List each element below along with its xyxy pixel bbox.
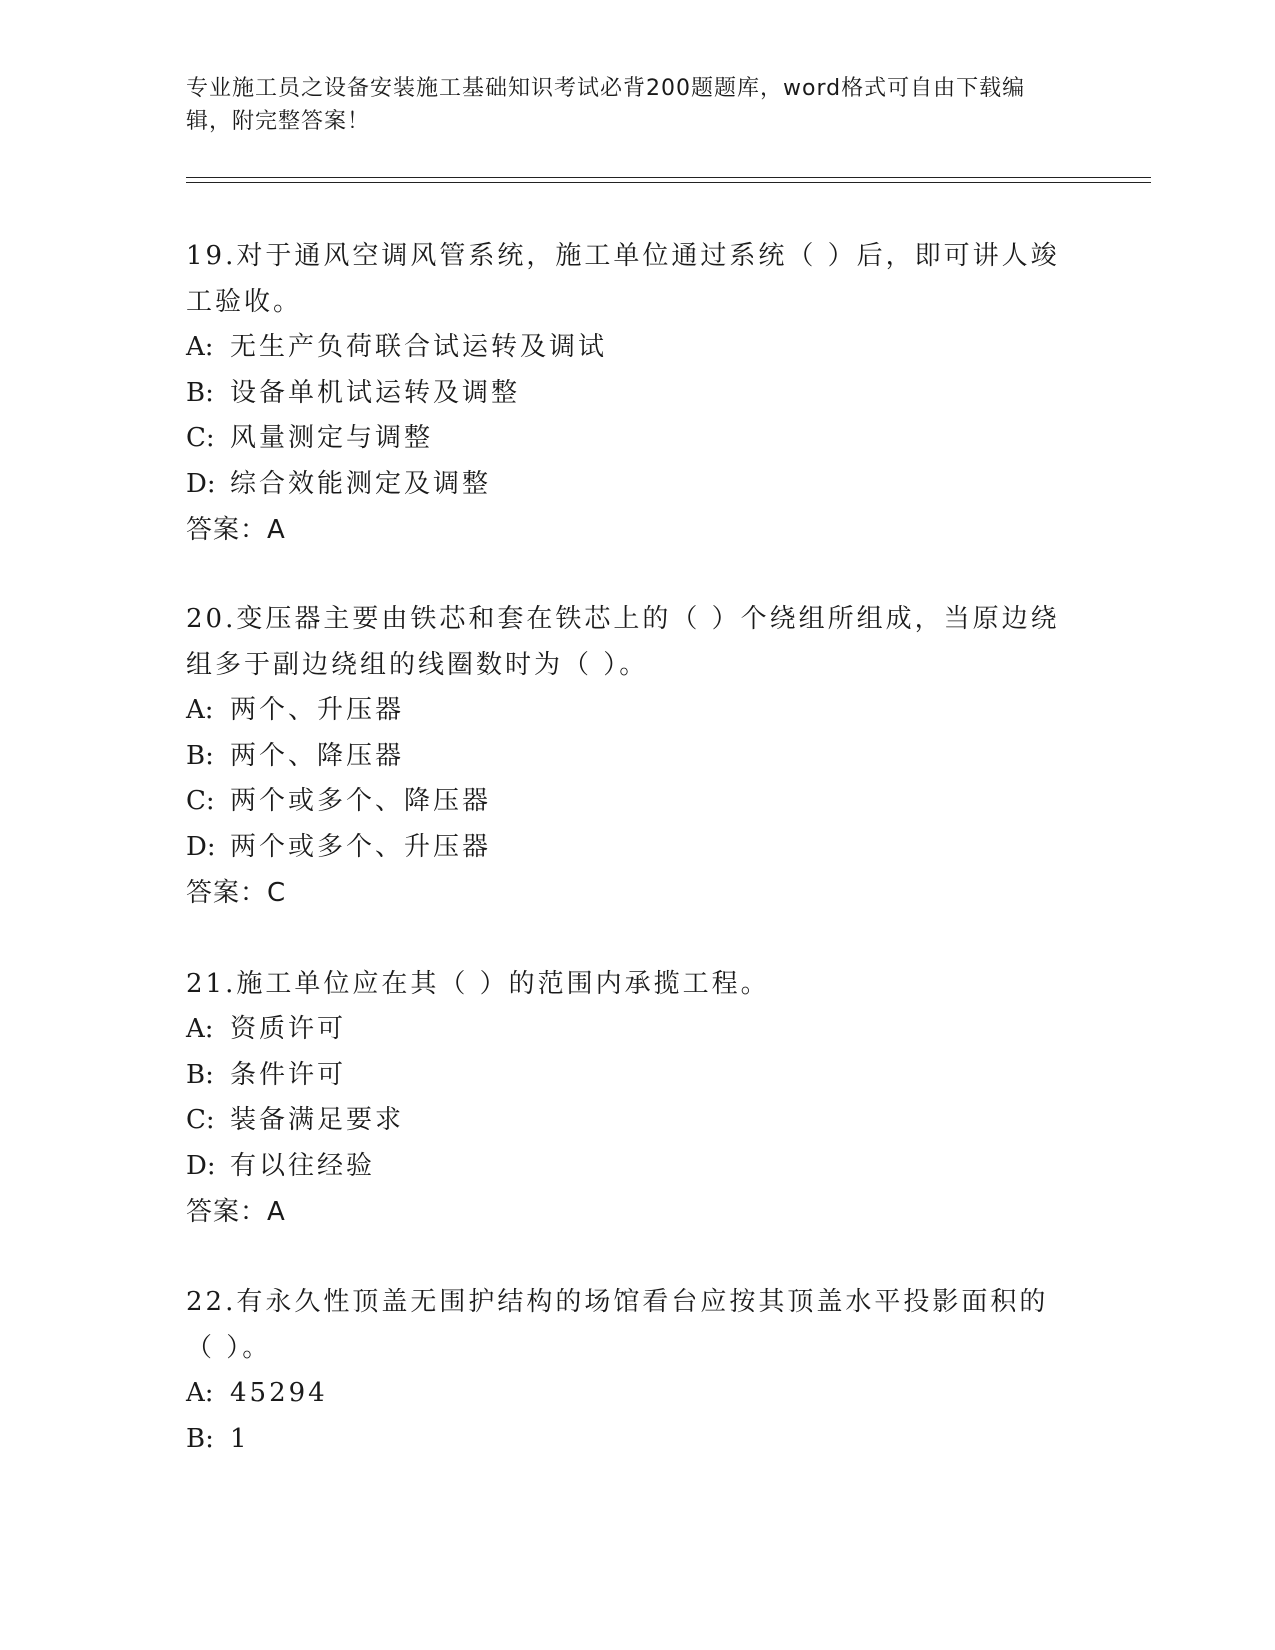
option-b [186, 1053, 1066, 1099]
option-c [186, 416, 1066, 462]
option-letter: B: [186, 1059, 214, 1090]
answer-line: 答案：C [186, 878, 287, 908]
option-d [186, 1144, 1066, 1190]
option-text: 风量测定与调整 [230, 423, 434, 453]
option-letter: A: [186, 695, 214, 725]
document-header: 专业施工员之设备安装施工基础知识考试必背200题题库，word格式可自由下载编辑，附完整答案！ [186, 76, 1026, 134]
option-b [186, 1417, 1066, 1463]
answer-line: 答案：A [186, 1197, 286, 1227]
answer-line: 答案：A [186, 515, 286, 545]
option-text: 两个、升压器 [230, 695, 405, 725]
option-a [186, 1007, 1066, 1053]
option-a [186, 325, 1066, 371]
option-c [186, 779, 1066, 825]
option-letter: A: [186, 332, 214, 362]
option-letter: C: [186, 1105, 215, 1135]
option-c [186, 1098, 1066, 1144]
question-19 [186, 233, 1066, 553]
option-text: 两个或多个、降压器 [230, 786, 492, 816]
question-22 [186, 1279, 1066, 1462]
option-text: 无生产负荷联合试运转及调试 [230, 332, 608, 362]
option-text: 设备单机试运转及调整 [230, 377, 521, 408]
option-d [186, 825, 1066, 871]
option-text: 1 [230, 1423, 250, 1454]
question-stem: 22.有永久性顶盖无围护结构的场馆看台应按其顶盖水平投影面积的（ ）。 [186, 1287, 1049, 1363]
option-text: 综合效能测定及调整 [230, 468, 492, 499]
option-text: 45294 [230, 1378, 328, 1408]
option-letter: B: [186, 377, 214, 408]
question-stem: 21.施工单位应在其（ ）的范围内承揽工程。 [186, 969, 770, 999]
option-text: 有以往经验 [230, 1150, 376, 1181]
option-a [186, 688, 1066, 734]
option-letter: B: [186, 1423, 214, 1454]
option-d [186, 462, 1066, 508]
header-divider-bottom [186, 182, 1151, 183]
option-text: 装备满足要求 [230, 1105, 405, 1135]
option-letter: A: [186, 1014, 214, 1044]
option-letter: A: [186, 1378, 214, 1408]
option-text: 两个或多个、升压器 [230, 831, 492, 862]
option-b [186, 734, 1066, 780]
option-letter: D: [186, 831, 216, 862]
option-letter: C: [186, 786, 215, 816]
option-text: 两个、降压器 [230, 740, 405, 771]
option-b [186, 371, 1066, 417]
question-stem: 20.变压器主要由铁芯和套在铁芯上的（ ）个绕组所组成，当原边绕组多于副边绕组的线圈数时为（ ）。 [186, 604, 1060, 680]
option-text: 资质许可 [230, 1014, 347, 1044]
option-a [186, 1371, 1066, 1417]
question-20 [186, 596, 1066, 916]
option-letter: B: [186, 740, 214, 771]
question-21 [186, 961, 1066, 1235]
option-letter: D: [186, 1150, 216, 1181]
option-letter: D: [186, 468, 216, 499]
option-letter: C: [186, 423, 215, 453]
question-stem: 19.对于通风空调风管系统，施工单位通过系统（ ）后，即可讲人竣工验收。 [186, 241, 1060, 317]
header-divider-top [186, 177, 1151, 178]
option-text: 条件许可 [230, 1059, 347, 1090]
